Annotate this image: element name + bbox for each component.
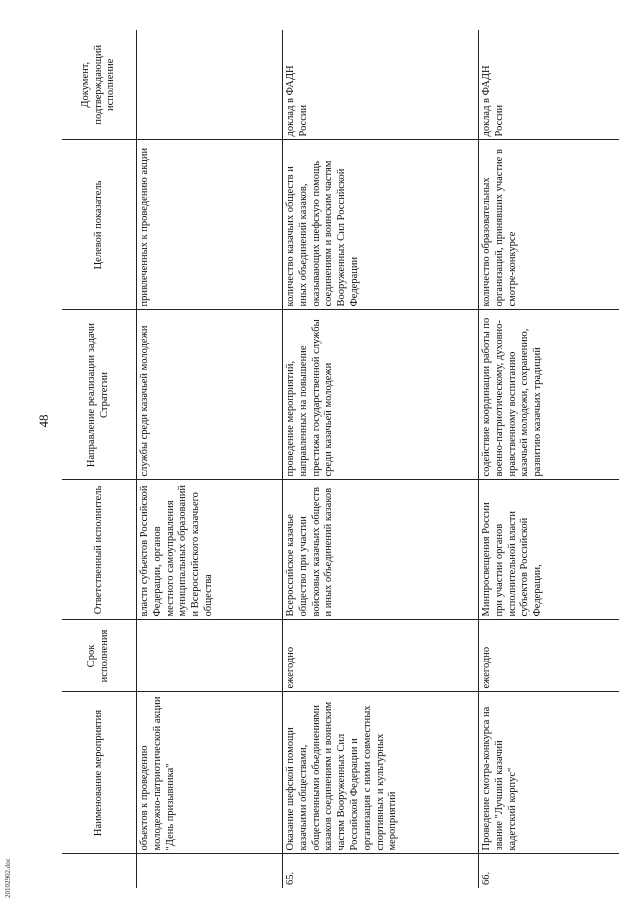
header-direction: Направление реализации задачи Стратегии	[62, 310, 137, 480]
file-name-footer: 20102902.doc	[4, 858, 12, 898]
cell-term	[137, 620, 283, 692]
cell-name: объектов к проведению молодежно-патриотической акции "День призывника"	[137, 692, 283, 854]
cell-document	[137, 30, 283, 140]
activities-table	[62, 30, 619, 888]
cell-responsible: Всероссийское казачье общество при участии войсковых казачьих обществ и иных объединений казаков	[283, 480, 479, 620]
header-number	[62, 854, 137, 888]
header-name: Наименование мероприятия	[62, 692, 137, 854]
cell-term: ежегодно	[283, 620, 479, 692]
cell-direction: содействие координации работы по военно-патриотическому, духовно-нравственному воспитанию казачьей молодежи, сохранению, развитию казачьих традиций	[479, 310, 619, 480]
cell-indicator: количество казачьих обществ и иных объединений казаков, оказывающих шефскую помощь соединениям и воинским частям Вооруженных Сил Российской Федерации	[283, 140, 479, 310]
cell-responsible: Минпросвещения России при участии органов исполнительной власти субъектов Российской Федерации,	[479, 480, 619, 620]
cell-term: ежегодно	[479, 620, 619, 692]
header-term: Срок исполнения	[62, 620, 137, 692]
header-document: Документ, подтверждающий исполнение	[62, 30, 137, 140]
cell-responsible: власти субъектов Российской Федерации, органов местного самоуправления муниципальных образований и Всероссийского казачьего общества	[137, 480, 283, 620]
row-number: 66.	[479, 854, 619, 888]
cell-document: доклад в ФАДН России	[479, 30, 619, 140]
page-number: 48	[36, 414, 51, 428]
cell-document: доклад в ФАДН России	[283, 30, 479, 140]
cell-indicator: привлеченных к проведению акции	[137, 140, 283, 310]
row-number	[137, 854, 283, 888]
table-row	[283, 30, 479, 888]
table-header-row	[62, 30, 137, 888]
cell-direction: проведение мероприятий, направленных на повышение престижа государственной службы среди казачьей молодежи	[283, 310, 479, 480]
rotated-table-wrapper	[62, 30, 622, 888]
cell-name: Проведение смотра-конкурса на звание "Лучший казачий кадетский корпус"	[479, 692, 619, 854]
cell-indicator: количество образовательных организаций, принявших участие в смотре-конкурсе	[479, 140, 619, 310]
cell-direction: службы среди казачьей молодежи	[137, 310, 283, 480]
row-number: 65.	[283, 854, 479, 888]
header-indicator: Целевой показатель	[62, 140, 137, 310]
table-row	[137, 30, 283, 888]
header-responsible: Ответственный исполнитель	[62, 480, 137, 620]
cell-name: Оказание шефской помощи казачьими обществами, общественными объединениями казаков соединениям и воинским частям Вооруженных Сил Российской Федерации и организация с ними совместных спортивных и культурных мероприятий	[283, 692, 479, 854]
table-row	[479, 30, 619, 888]
